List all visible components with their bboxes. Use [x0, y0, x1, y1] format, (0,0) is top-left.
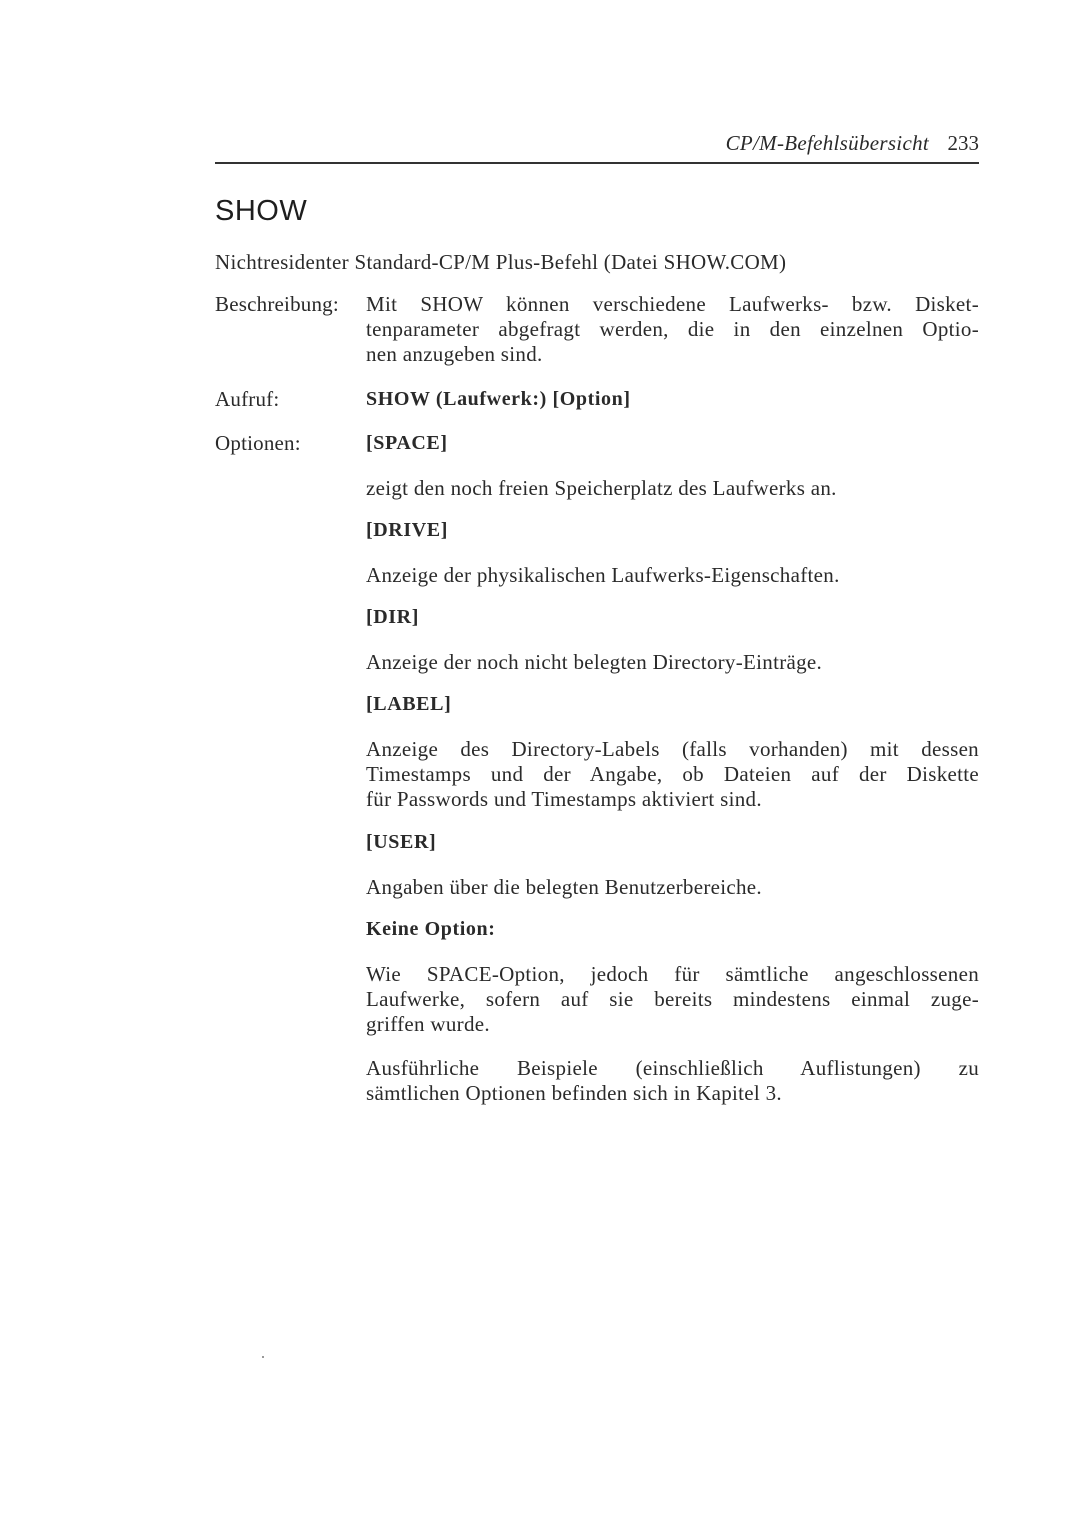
- header-title: CP/M-Befehlsübersicht: [725, 131, 929, 155]
- command-intro: Nichtresidenter Standard-CP/M Plus-Befehl (Datei SHOW.COM): [215, 250, 787, 274]
- option-desc-dir: Anzeige der noch nicht belegten Directory-Einträge.: [366, 650, 823, 674]
- running-header: [215, 128, 979, 164]
- option-name-none: Keine Option:: [366, 918, 496, 940]
- call-syntax: SHOW (Laufwerk:) [Option]: [366, 388, 631, 410]
- option-desc-line: für Passwords und Timestamps aktiviert sind.: [366, 787, 762, 811]
- description-line: nen anzugeben sind.: [366, 342, 543, 366]
- scan-speck: [262, 1356, 264, 1358]
- option-name-label: [LABEL]: [366, 693, 452, 715]
- option-name-dir: [DIR]: [366, 606, 419, 628]
- option-desc-line: Anzeige des Directory-Labels (falls vorhanden) mit dessen: [366, 737, 979, 761]
- description-line: tenparameter abgefragt werden, die in den einzelnen Optio-: [366, 317, 979, 341]
- option-name-space: [SPACE]: [366, 432, 448, 454]
- option-name-drive: [DRIVE]: [366, 519, 448, 541]
- option-name-user: [USER]: [366, 831, 437, 853]
- closing-line: Ausführliche Beispiele (einschließlich Auflistungen) zu: [366, 1056, 979, 1080]
- option-desc-user: Angaben über die belegten Benutzerbereiche.: [366, 875, 762, 899]
- description-label: Beschreibung:: [215, 292, 339, 316]
- option-desc-drive: Anzeige der physikalischen Laufwerks-Eigenschaften.: [366, 563, 840, 587]
- command-title: SHOW: [215, 195, 308, 227]
- closing-paragraph: [366, 1056, 979, 1106]
- option-desc-none: [366, 962, 979, 1037]
- description-line: Mit SHOW können verschiedene Laufwerks- bzw. Disket-: [366, 292, 979, 316]
- closing-line: sämtlichen Optionen befinden sich in Kapitel 3.: [366, 1081, 782, 1105]
- call-label: Aufruf:: [215, 387, 280, 411]
- option-desc-line: Laufwerke, sofern auf sie bereits mindestens einmal zuge-: [366, 987, 979, 1011]
- option-desc-space: zeigt den noch freien Speicherplatz des Laufwerks an.: [366, 476, 837, 500]
- options-label: Optionen:: [215, 431, 301, 455]
- option-desc-line: griffen wurde.: [366, 1012, 490, 1036]
- option-desc-line: Timestamps und der Angabe, ob Dateien auf der Diskette: [366, 762, 979, 786]
- option-desc-line: Wie SPACE-Option, jedoch für sämtliche angeschlossenen: [366, 962, 979, 986]
- description-text: [366, 292, 979, 367]
- option-desc-label: [366, 737, 979, 812]
- page-number: 233: [947, 131, 979, 155]
